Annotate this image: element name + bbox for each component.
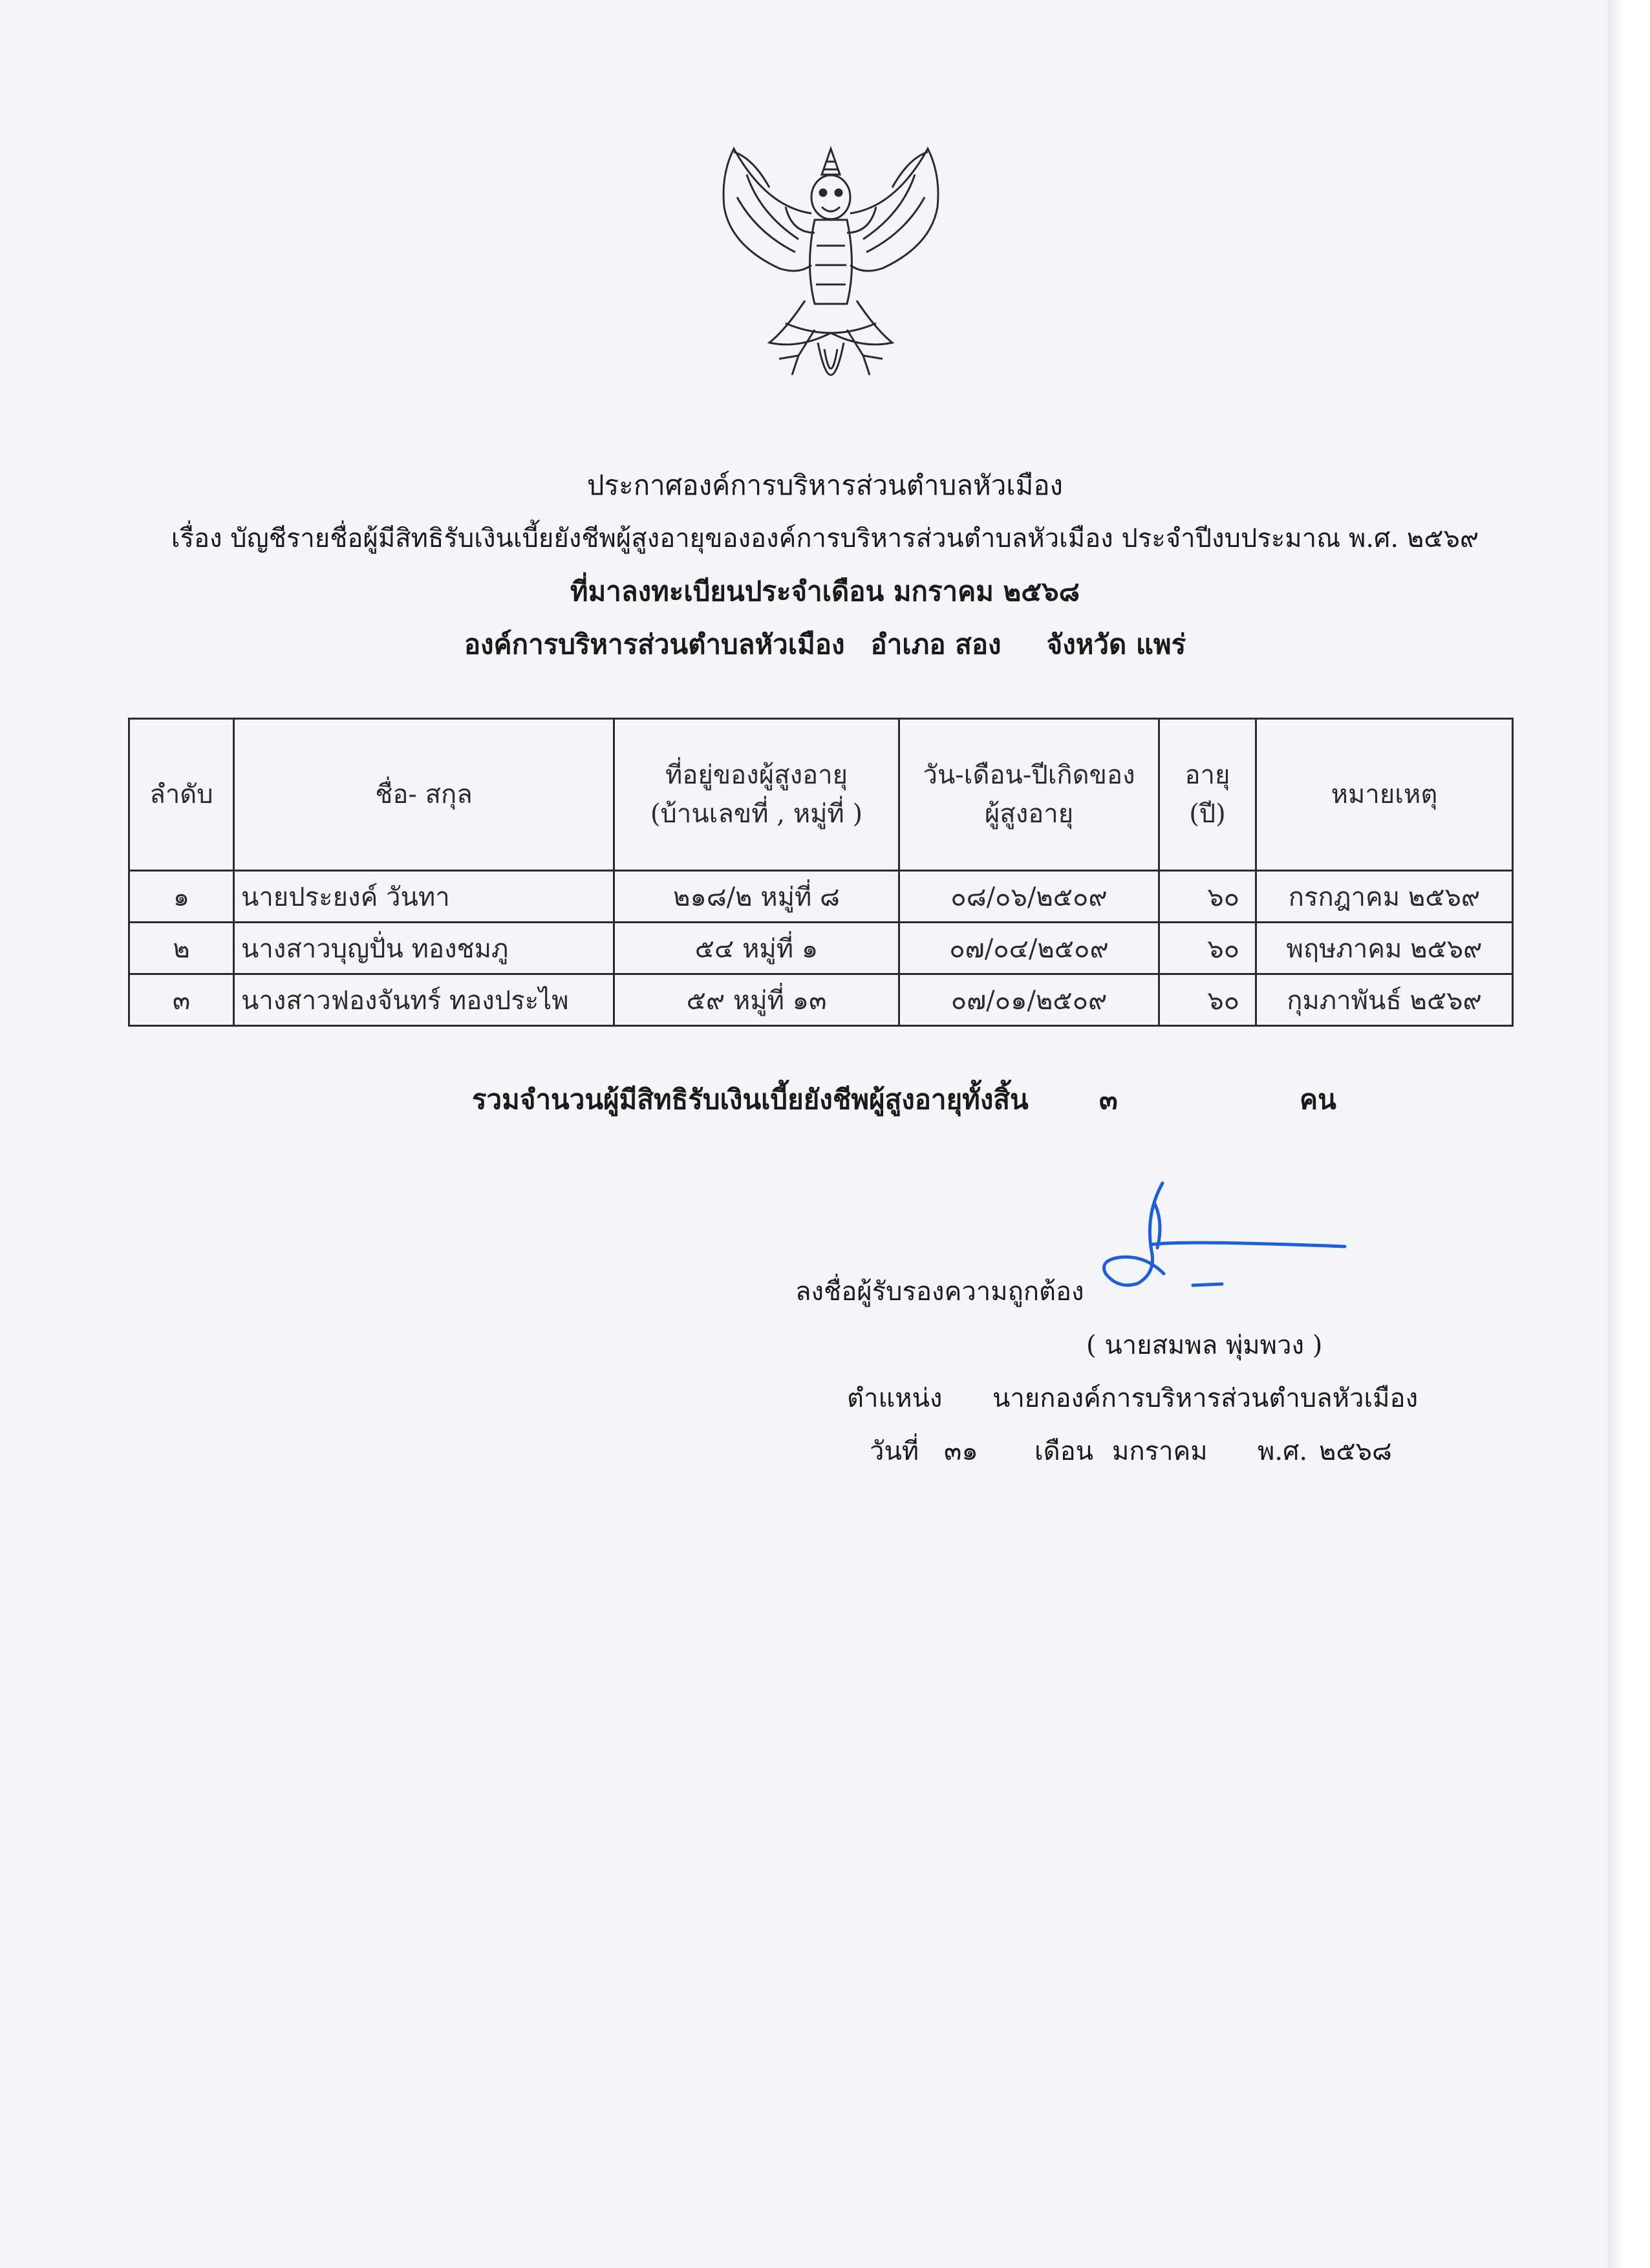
certifier-label: ลงชื่อผู้รับรองความถูกต้อง <box>795 1277 1084 1307</box>
cell-age: ๖๐ <box>1159 974 1256 1026</box>
certifier-name: ( นายสมพล พุ่มพวง ) <box>1086 1331 1323 1360</box>
position-title: นายกองค์การบริหารส่วนตำบลหัวเมือง <box>992 1384 1419 1413</box>
cell-age: ๖๐ <box>1159 923 1256 974</box>
cell-num: ๑ <box>129 871 234 923</box>
registration-month: ที่มาลงทะเบียนประจำเดือน มกราคม ๒๕๖๘ <box>570 575 1080 607</box>
date-month-label: เดือน <box>1034 1437 1094 1466</box>
cell-age: ๖๐ <box>1159 871 1256 923</box>
beneficiary-table <box>128 718 1514 1027</box>
cell-name: นางสาวฟองจันทร์ ทองประไพ <box>234 974 614 1026</box>
col-header-num: ลำดับ <box>129 719 234 871</box>
table-header-row <box>129 719 1513 871</box>
table-row <box>129 871 1513 923</box>
date-day-label: วันที่ <box>870 1437 919 1466</box>
date-day: ๓๑ <box>944 1437 978 1466</box>
table-row <box>129 974 1513 1026</box>
col-header-age-line1: อายุ <box>1184 760 1230 790</box>
cell-name: นายประยงค์ วันทา <box>234 871 614 923</box>
col-header-dob <box>899 719 1159 871</box>
cell-note: กุมภาพันธ์ ๒๕๖๙ <box>1256 974 1513 1026</box>
cell-dob: ๐๘/๐๖/๒๕๐๙ <box>899 871 1159 923</box>
col-header-address-line1: ที่อยู่ของผู้สูงอายุ <box>665 760 848 790</box>
col-header-address-line2: (บ้านเลขที่ , หมู่ที่ ) <box>650 799 863 829</box>
province-name: จังหวัด แพร่ <box>1046 628 1186 660</box>
position-label: ตำแหน่ง <box>847 1384 943 1413</box>
cell-dob: ๐๗/๐๔/๒๕๐๙ <box>899 923 1159 974</box>
total-unit: คน <box>1300 1084 1336 1115</box>
date-month: มกราคม <box>1112 1437 1208 1466</box>
district-name: อำเภอ สอง <box>870 628 1002 660</box>
cell-num: ๓ <box>129 974 234 1026</box>
org-name: องค์การบริหารส่วนตำบลหัวเมือง <box>464 628 845 660</box>
cell-note: พฤษภาคม ๒๕๖๙ <box>1256 923 1513 974</box>
col-header-name: ชื่อ- สกุล <box>234 719 614 871</box>
announcement-title: ประกาศองค์การบริหารส่วนตำบลหัวเมือง <box>586 469 1064 501</box>
date-year: ๒๕๖๘ <box>1319 1437 1392 1466</box>
cell-note: กรกฎาคม ๒๕๖๙ <box>1256 871 1513 923</box>
col-header-dob-line1: วัน-เดือน-ปีเกิดของ <box>923 760 1135 790</box>
table-row <box>129 923 1513 974</box>
cell-name: นางสาวบุญปั่น ทองชมภู <box>234 923 614 974</box>
total-label: รวมจำนวนผู้มีสิทธิรับเงินเบี้ยยังชีพผู้สูงอายุทั้งสิ้น <box>472 1084 1029 1115</box>
scan-page-edge <box>1607 0 1650 2268</box>
garuda-emblem-icon <box>708 136 954 407</box>
col-header-age-line2: (ปี) <box>1189 799 1226 829</box>
col-header-address <box>614 719 899 871</box>
handwritten-signature <box>1093 1177 1358 1306</box>
announcement-subject: เรื่อง บัญชีรายชื่อผู้มีสิทธิรับเงินเบี้ยยังชีพผู้สูงอายุขององค์การบริหารส่วนตำบลหัวเมือง ประจำปีงบประมาณ พ.ศ. ๒๕๖๙ <box>171 524 1479 553</box>
col-header-note: หมายเหตุ <box>1256 719 1513 871</box>
cell-dob: ๐๗/๐๑/๒๕๐๙ <box>899 974 1159 1026</box>
cell-address: ๒๑๘/๒ หมู่ที่ ๘ <box>614 871 899 923</box>
date-year-label: พ.ศ. <box>1258 1437 1308 1466</box>
total-count: ๓ <box>1099 1084 1118 1115</box>
col-header-dob-line2: ผู้สูงอายุ <box>984 799 1074 829</box>
col-header-age <box>1159 719 1256 871</box>
cell-num: ๒ <box>129 923 234 974</box>
cell-address: ๕๙ หมู่ที่ ๑๓ <box>614 974 899 1026</box>
organization-line <box>0 623 1650 666</box>
cell-address: ๕๔ หมู่ที่ ๑ <box>614 923 899 974</box>
